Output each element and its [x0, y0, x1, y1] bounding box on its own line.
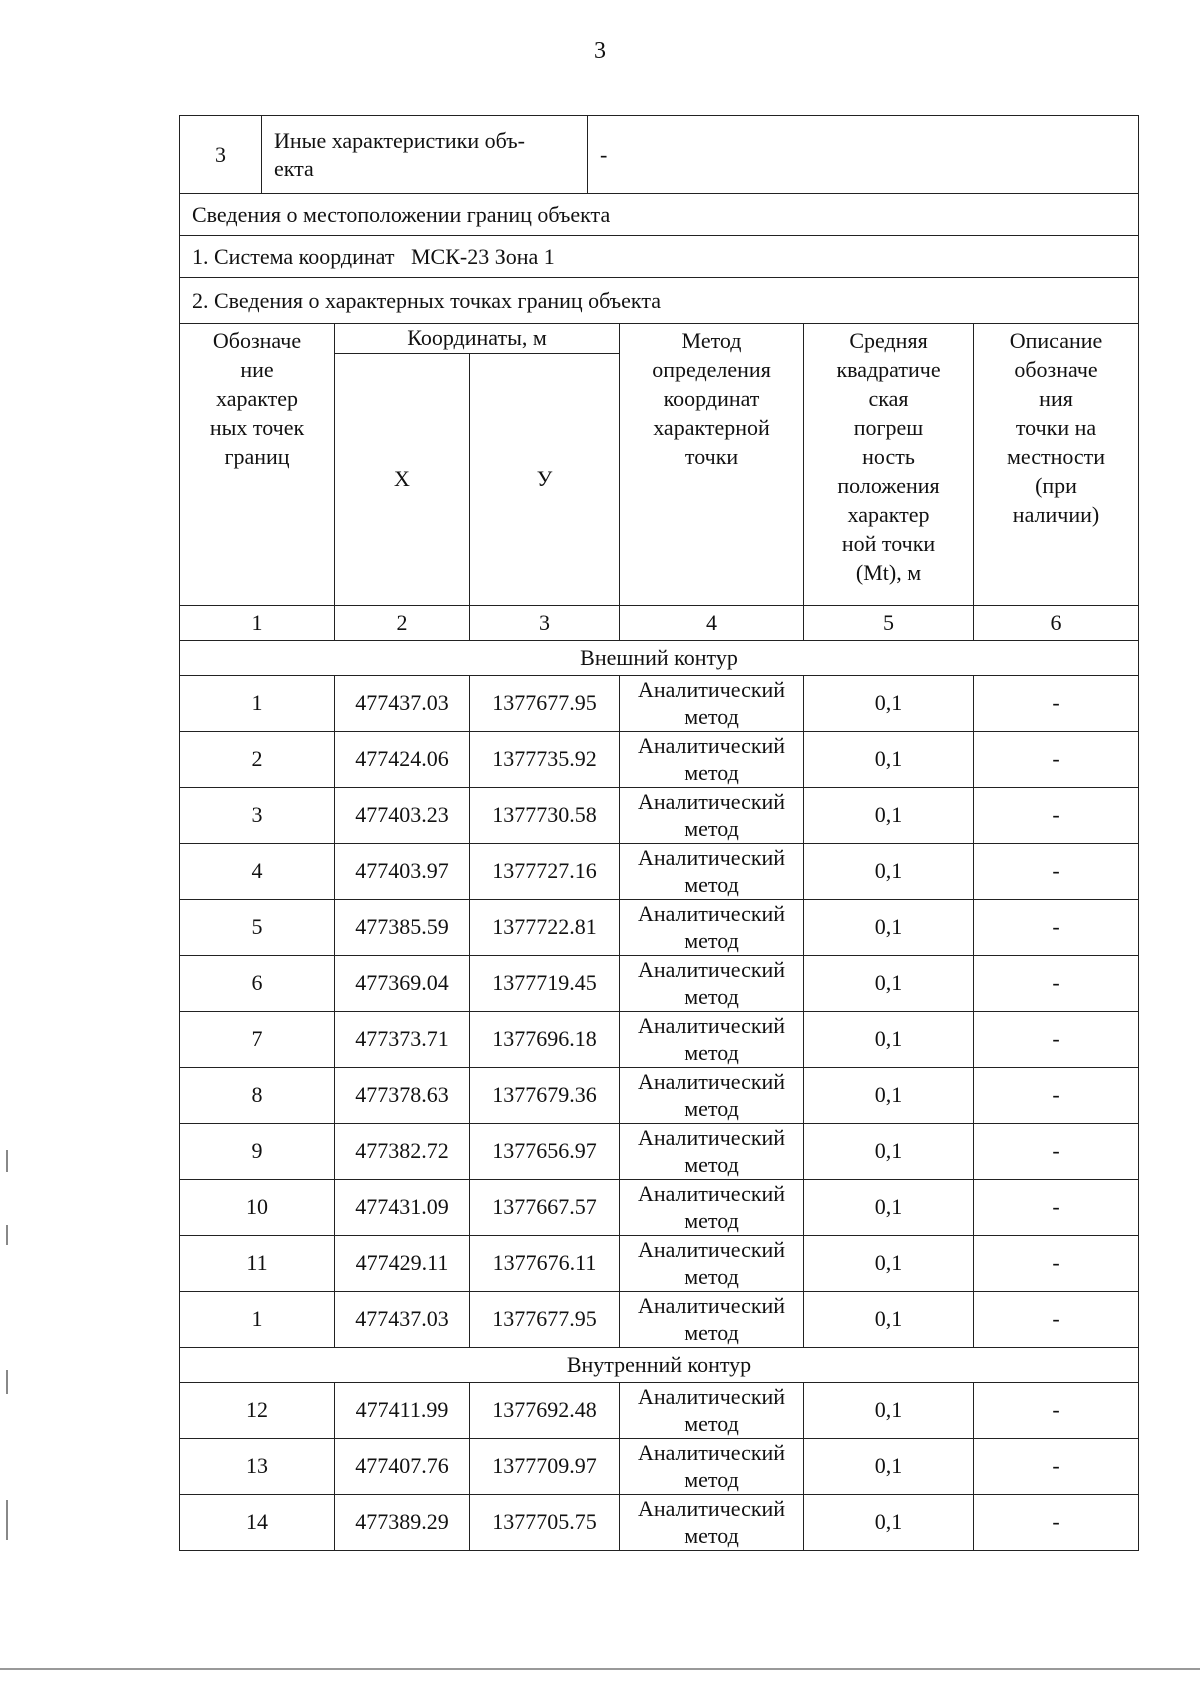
y-cell: 1377722.81	[470, 900, 620, 956]
point-cell: 11	[180, 1236, 335, 1292]
other-characteristics-label	[262, 116, 588, 194]
scan-bottom-edge	[0, 1668, 1200, 1670]
other-characteristics-value: -	[588, 116, 1139, 194]
description-cell: -	[974, 788, 1139, 844]
y-cell: 1377677.95	[470, 1292, 620, 1348]
method-cell	[620, 1012, 804, 1068]
point-cell: 13	[180, 1439, 335, 1495]
mt-cell: 0,1	[804, 788, 974, 844]
method-cell	[620, 956, 804, 1012]
table-row	[180, 676, 1139, 732]
x-cell: 477403.97	[335, 844, 470, 900]
method-cell	[620, 1236, 804, 1292]
point-cell: 1	[180, 1292, 335, 1348]
description-cell: -	[974, 1439, 1139, 1495]
column-number: 6	[974, 606, 1139, 641]
x-cell: 477389.29	[335, 1495, 470, 1551]
method-cell	[620, 676, 804, 732]
method-cell	[620, 1068, 804, 1124]
y-cell: 1377705.75	[470, 1495, 620, 1551]
method-line-2: метод	[684, 1039, 739, 1065]
x-cell: 477429.11	[335, 1236, 470, 1292]
mt-cell: 0,1	[804, 1236, 974, 1292]
table-row	[180, 1236, 1139, 1292]
method-cell	[620, 1495, 804, 1551]
header-x: Х	[335, 354, 470, 606]
method-line-1: Аналитический	[637, 733, 786, 759]
table-row	[180, 1068, 1139, 1124]
description-cell: -	[974, 956, 1139, 1012]
section-title: Внешний контур	[180, 641, 1139, 676]
column-number: 2	[335, 606, 470, 641]
scan-mark	[6, 1150, 8, 1172]
mt-cell: 0,1	[804, 1439, 974, 1495]
method-line-1: Аналитический	[637, 845, 786, 871]
header-coordinates: Координаты, м	[335, 324, 620, 354]
method-cell	[620, 1124, 804, 1180]
method-line-2: метод	[684, 983, 739, 1009]
table-row	[180, 1292, 1139, 1348]
method-cell	[620, 900, 804, 956]
method-line-1: Аналитический	[637, 1496, 786, 1522]
section-row	[180, 1348, 1139, 1383]
x-cell: 477378.63	[335, 1068, 470, 1124]
method-line-2: метод	[684, 1095, 739, 1121]
y-cell: 1377730.58	[470, 788, 620, 844]
header-row	[180, 324, 1139, 354]
scan-mark	[6, 1370, 8, 1394]
y-cell: 1377719.45	[470, 956, 620, 1012]
point-cell: 6	[180, 956, 335, 1012]
method-line-2: метод	[684, 927, 739, 953]
method-line-1: Аналитический	[637, 1384, 786, 1410]
mt-cell: 0,1	[804, 1292, 974, 1348]
method-line-1: Аналитический	[637, 1125, 786, 1151]
boundary-points-table	[179, 323, 1139, 1551]
method-line-1: Аналитический	[637, 957, 786, 983]
description-cell: -	[974, 676, 1139, 732]
method-cell	[620, 1439, 804, 1495]
method-cell	[620, 1383, 804, 1439]
y-cell: 1377709.97	[470, 1439, 620, 1495]
method-line-1: Аналитический	[637, 1013, 786, 1039]
description-cell: -	[974, 1495, 1139, 1551]
y-cell: 1377677.95	[470, 676, 620, 732]
method-line-2: метод	[684, 1410, 739, 1436]
description-cell: -	[974, 844, 1139, 900]
label-line-1: Иные характеристики объ-	[274, 127, 525, 153]
column-number-row	[180, 606, 1139, 641]
method-cell	[620, 788, 804, 844]
table-row	[180, 1383, 1139, 1439]
method-line-1: Аналитический	[637, 1440, 786, 1466]
point-cell: 14	[180, 1495, 335, 1551]
header-point-designation: Обозначе ние характер ных точек границ	[180, 324, 335, 606]
x-cell: 477437.03	[335, 676, 470, 732]
method-line-1: Аналитический	[637, 1293, 786, 1319]
y-cell: 1377679.36	[470, 1068, 620, 1124]
point-cell: 10	[180, 1180, 335, 1236]
mt-cell: 0,1	[804, 1124, 974, 1180]
mt-cell: 0,1	[804, 1012, 974, 1068]
method-line-1: Аналитический	[637, 1181, 786, 1207]
y-cell: 1377692.48	[470, 1383, 620, 1439]
mt-cell: 0,1	[804, 900, 974, 956]
section-row	[180, 641, 1139, 676]
header-method: Метод определения координат характерной точки	[620, 324, 804, 606]
page-number: 3	[594, 38, 606, 64]
section-title: Внутренний контур	[180, 1348, 1139, 1383]
header-mean-square-error: Средняя квадратиче ская погреш ность положения характер ной точки (Mt), м	[804, 324, 974, 606]
point-cell: 5	[180, 900, 335, 956]
x-cell: 477437.03	[335, 1292, 470, 1348]
mt-cell: 0,1	[804, 1068, 974, 1124]
header-y: У	[470, 354, 620, 606]
method-line-1: Аналитический	[637, 677, 786, 703]
table-row	[180, 732, 1139, 788]
row-number: 3	[180, 116, 262, 194]
point-cell: 1	[180, 676, 335, 732]
point-cell: 4	[180, 844, 335, 900]
column-number: 4	[620, 606, 804, 641]
description-cell: -	[974, 1124, 1139, 1180]
method-line-2: метод	[684, 815, 739, 841]
label-line-2: екта	[274, 155, 314, 181]
table-row	[180, 1439, 1139, 1495]
method-cell	[620, 1180, 804, 1236]
description-cell: -	[974, 1292, 1139, 1348]
description-cell: -	[974, 732, 1139, 788]
column-number: 3	[470, 606, 620, 641]
table-row	[180, 844, 1139, 900]
x-cell: 477431.09	[335, 1180, 470, 1236]
method-line-2: метод	[684, 1319, 739, 1345]
table-row	[180, 956, 1139, 1012]
mt-cell: 0,1	[804, 732, 974, 788]
table-row	[180, 900, 1139, 956]
y-cell: 1377735.92	[470, 732, 620, 788]
description-cell: -	[974, 900, 1139, 956]
method-line-1: Аналитический	[637, 901, 786, 927]
y-cell: 1377656.97	[470, 1124, 620, 1180]
coord-system-label: 1. Система координат	[192, 243, 395, 269]
coord-system	[180, 236, 1139, 278]
column-number: 5	[804, 606, 974, 641]
method-line-2: метод	[684, 1522, 739, 1548]
description-cell: -	[974, 1068, 1139, 1124]
x-cell: 477407.76	[335, 1439, 470, 1495]
method-line-2: метод	[684, 1466, 739, 1492]
y-cell: 1377667.57	[470, 1180, 620, 1236]
point-cell: 2	[180, 732, 335, 788]
x-cell: 477369.04	[335, 956, 470, 1012]
table-row	[180, 1012, 1139, 1068]
mt-cell: 0,1	[804, 956, 974, 1012]
y-cell: 1377696.18	[470, 1012, 620, 1068]
table-row	[180, 1124, 1139, 1180]
other-characteristics-row	[180, 116, 1139, 194]
mt-cell: 0,1	[804, 1180, 974, 1236]
x-cell: 477373.71	[335, 1012, 470, 1068]
method-line-2: метод	[684, 871, 739, 897]
mt-cell: 0,1	[804, 676, 974, 732]
method-line-2: метод	[684, 703, 739, 729]
method-line-1: Аналитический	[637, 1237, 786, 1263]
description-cell: -	[974, 1236, 1139, 1292]
method-line-2: метод	[684, 1151, 739, 1177]
x-cell: 477382.72	[335, 1124, 470, 1180]
x-cell: 477424.06	[335, 732, 470, 788]
x-cell: 477411.99	[335, 1383, 470, 1439]
table-row	[180, 1180, 1139, 1236]
y-cell: 1377727.16	[470, 844, 620, 900]
point-cell: 7	[180, 1012, 335, 1068]
location-title: Сведения о местоположении границ объекта	[180, 194, 1139, 236]
scan-mark	[6, 1500, 8, 1540]
table-row	[180, 1495, 1139, 1551]
description-cell: -	[974, 1180, 1139, 1236]
method-cell	[620, 844, 804, 900]
method-line-1: Аналитический	[637, 1069, 786, 1095]
method-line-2: метод	[684, 1263, 739, 1289]
description-cell: -	[974, 1012, 1139, 1068]
scan-mark	[6, 1225, 8, 1245]
description-cell: -	[974, 1383, 1139, 1439]
header-description: Описание обозначе ния точки на местности (при наличии)	[974, 324, 1139, 606]
mt-cell: 0,1	[804, 844, 974, 900]
object-info-table	[179, 115, 1139, 324]
y-cell: 1377676.11	[470, 1236, 620, 1292]
point-cell: 12	[180, 1383, 335, 1439]
mt-cell: 0,1	[804, 1383, 974, 1439]
method-line-1: Аналитический	[637, 789, 786, 815]
table-row	[180, 788, 1139, 844]
point-cell: 9	[180, 1124, 335, 1180]
method-line-2: метод	[684, 1207, 739, 1233]
method-line-2: метод	[684, 759, 739, 785]
point-cell: 3	[180, 788, 335, 844]
coord-system-value: МСК-23 Зона 1	[410, 243, 555, 269]
mt-cell: 0,1	[804, 1495, 974, 1551]
points-title: 2. Сведения о характерных точках границ объекта	[180, 278, 1139, 324]
x-cell: 477385.59	[335, 900, 470, 956]
method-cell	[620, 1292, 804, 1348]
method-cell	[620, 732, 804, 788]
point-cell: 8	[180, 1068, 335, 1124]
column-number: 1	[180, 606, 335, 641]
x-cell: 477403.23	[335, 788, 470, 844]
